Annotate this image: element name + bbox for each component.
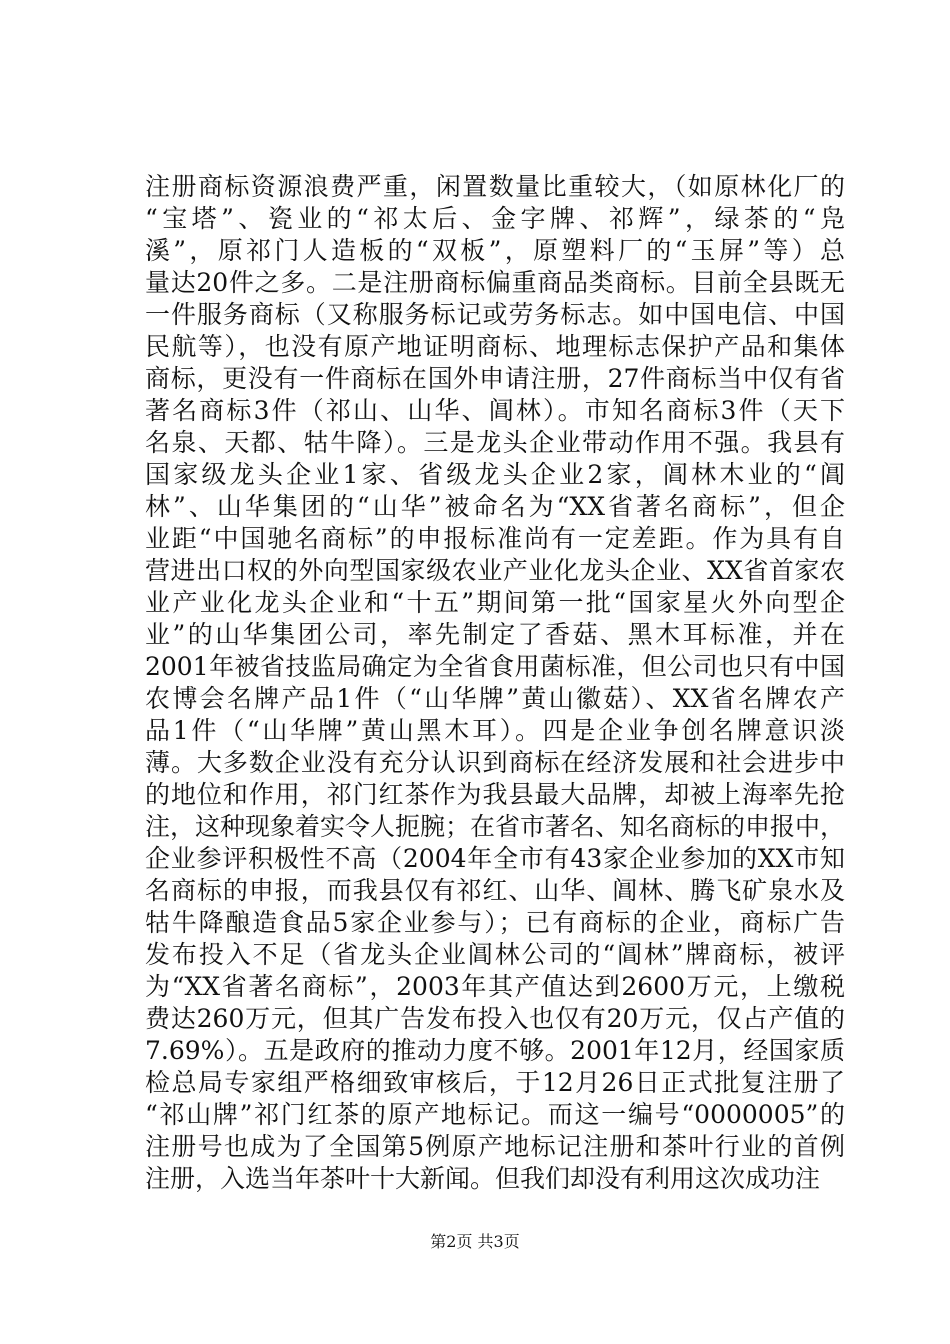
text-line: 企业参评积极性不高（2004年全市有43家企业参加的XX市知 bbox=[145, 844, 845, 873]
body-paragraph bbox=[145, 171, 845, 1195]
text-line: “祁山牌”祁门红茶的原产地标记。而这一编号“0000005”的 bbox=[145, 1100, 845, 1129]
text-line: 商标，更没有一件商标在国外申请注册，27件商标当中仅有省 bbox=[145, 364, 845, 393]
text-line: 7.69%）。五是政府的推动力度不够。2001年12月，经国家质 bbox=[145, 1036, 845, 1065]
text-line: 的地位和作用，祁门红茶作为我县最大品牌，却被上海率先抢 bbox=[145, 780, 845, 809]
text-line: 国家级龙头企业1家、省级龙头企业2家，阊林木业的“阊 bbox=[145, 460, 845, 489]
text-line: 品1件（“山华牌”黄山黑木耳）。四是企业争创名牌意识淡 bbox=[145, 716, 845, 745]
text-line: 业距“中国驰名商标”的申报标准尚有一定差距。作为具有自 bbox=[145, 524, 845, 553]
text-line: 注，这种现象着实令人扼腕；在省市著名、知名商标的申报中， bbox=[145, 812, 846, 841]
text-line: 发布投入不足（省龙头企业阊林公司的“阊林”牌商标，被评 bbox=[145, 940, 845, 969]
text-line: 2001年被省技监局确定为全省食用菌标准，但公司也只有中国 bbox=[145, 652, 845, 681]
text-line: 著名商标3件（祁山、山华、阊林）。市知名商标3件（天下 bbox=[145, 396, 845, 425]
text-line: 为“XX省著名商标”，2003年其产值达到2600万元，上缴税 bbox=[145, 972, 845, 1001]
text-line: 注册商标资源浪费严重，闲置数量比重较大，（如原林化厂的 bbox=[145, 172, 845, 201]
text-line: 量达20件之多。二是注册商标偏重商品类商标。目前全县既无 bbox=[145, 268, 845, 297]
text-line: 注册号也成为了全国第5例原产地标记注册和茶叶行业的首例 bbox=[145, 1132, 845, 1161]
text-line: “宝塔”、瓷业的“祁太后、金字牌、祁辉”，绿茶的“凫 bbox=[145, 204, 845, 233]
text-line: 名商标的申报，而我县仅有祁红、山华、阊林、腾飞矿泉水及 bbox=[145, 876, 845, 905]
text-line: 营进出口权的外向型国家级农业产业化龙头企业、XX省首家农 bbox=[145, 556, 845, 585]
text-line: 农博会名牌产品1件（“山华牌”黄山徽菇）、XX省名牌农产 bbox=[145, 684, 845, 713]
text-line: 名泉、天都、牯牛降）。三是龙头企业带动作用不强。我县有 bbox=[145, 428, 845, 457]
text-line: 民航等），也没有原产地证明商标、地理标志保护产品和集体 bbox=[145, 332, 845, 361]
text-line: 牯牛降酿造食品5家企业参与）；已有商标的企业，商标广告 bbox=[145, 908, 845, 937]
text-line: 检总局专家组严格细致审核后，于12月26日正式批复注册了 bbox=[145, 1068, 845, 1097]
text-line: 注册，入选当年茶叶十大新闻。但我们却没有利用这次成功注 bbox=[145, 1164, 821, 1193]
text-line: 业产业化龙头企业和“十五”期间第一批“国家星火外向型企 bbox=[145, 588, 845, 617]
text-line: 一件服务商标（又称服务标记或劳务标志。如中国电信、中国 bbox=[145, 300, 845, 329]
page-footer: 第2页 共3页 bbox=[430, 1232, 520, 1251]
text-line: 林”、山华集团的“山华”被命名为“XX省著名商标”，但企 bbox=[145, 492, 845, 521]
text-line: 费达260万元，但其广告发布投入也仅有20万元，仅占产值的 bbox=[145, 1004, 845, 1033]
text-line: 业”的山华集团公司，率先制定了香菇、黑木耳标准，并在 bbox=[145, 620, 845, 649]
text-line: 薄。大多数企业没有充分认识到商标在经济发展和社会进步中 bbox=[145, 748, 845, 777]
text-line: 溪”，原祁门人造板的“双板”，原塑料厂的“玉屏”等）总 bbox=[145, 236, 845, 265]
